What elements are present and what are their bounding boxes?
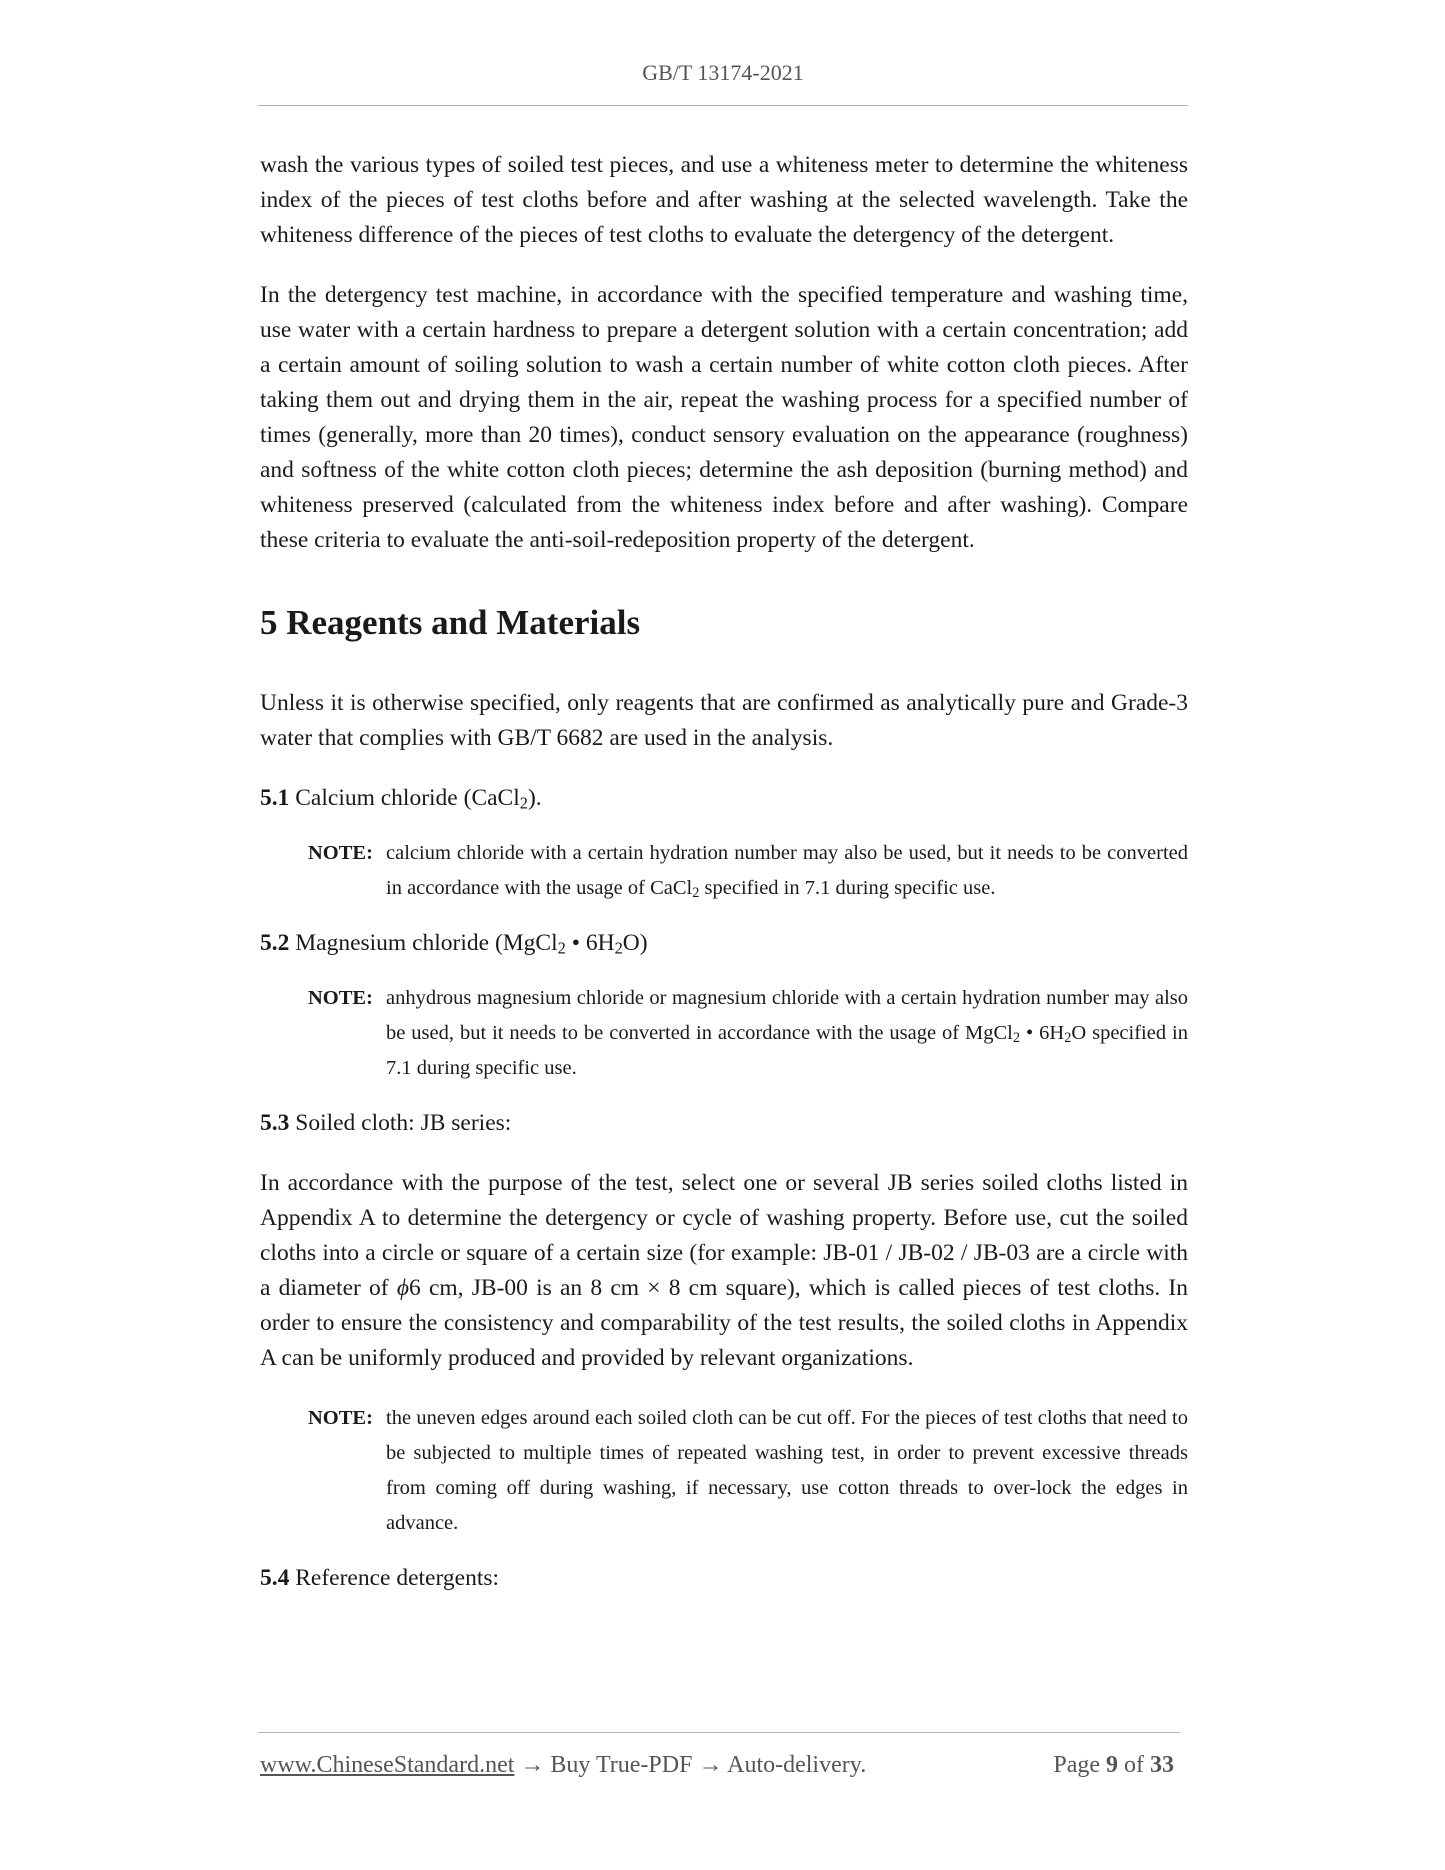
note-label: NOTE: (308, 987, 373, 1009)
clause-number: 5.3 (260, 1110, 290, 1136)
page-counter: Page 9 of 33 (1053, 1752, 1174, 1778)
page-header: GB/T 13174-2021 (642, 60, 804, 85)
footer-promo: www.ChineseStandard.net → Buy True-PDF → Auto-delivery. (260, 1752, 867, 1778)
current-page: 9 (1106, 1752, 1118, 1778)
site-link[interactable]: www.ChineseStandard.net (260, 1752, 515, 1778)
note-label: NOTE: (308, 1407, 373, 1429)
page-body (260, 148, 1188, 1596)
paragraph-washing-evaluation: wash the various types of soiled test pieces, and use a whiteness meter to determine the whiteness index of the pieces of test cloths before and after washing at the selected wavelength. Take the whiteness difference of the pieces of test cloths to evaluate the detergency of the detergent. (260, 152, 1188, 248)
clause-number: 5.2 (260, 930, 290, 956)
phi-symbol: ϕ (396, 1275, 410, 1301)
clause-5-1: 5.1 Calcium chloride (CaCl$_2$). (260, 785, 542, 813)
clause-5-3: 5.3 Soiled cloth: JB series: (260, 1110, 512, 1136)
section-intro: Unless it is otherwise specified, only reagents that are confirmed as analytically pure and Grade-3 water that complies with GB/T 6682 are used in the analysis. (260, 690, 1188, 751)
header-divider (258, 105, 1188, 106)
paragraph-redeposition-test: In the detergency test machine, in accordance with the specified temperature and washing time, use water with a certain hardness to prepare a detergent solution with a certain concentration; add a certain amount of soiling solution to wash a certain number of white cotton cloth pieces. After taking them out and drying them in the air, repeat the washing process for a specified number of times (generally, more than 20 times), conduct sensory evaluation on the appearance (roughness) and softness of the white cotton cloth pieces; determine the ash deposition (burning method) and whiteness preserved (calculated from the whiteness index before and after washing). Compare these criteria to evaluate the anti-soil-redeposition property of the detergent. (260, 282, 1188, 553)
clause-number: 5.4 (260, 1565, 290, 1591)
note-soiled-cloth-edges: NOTE: the uneven edges around each soiled cloth can be cut off. For the pieces of test cloths that need to be subjected to multiple times of repeated washing test, in order to prevent excessive threads from coming off during washing, if necessary, use cotton threads to over-lock the edges in advance. (308, 1401, 1188, 1541)
clause-5-4: 5.4 Reference detergents: (260, 1565, 500, 1591)
note-magnesium-chloride: NOTE: anhydrous magnesium chloride or magnesium chloride with a certain hydration number may also be used, but it needs to be converted in accordance with the usage of MgCl$_2$ • $6H_2O$ specified in 7.1 during specific use. (308, 981, 1188, 1086)
section-heading: 5 Reagents and Materials (260, 603, 641, 642)
clause-5-2: 5.2 Magnesium chloride (MgCl$_2$ • $6H_2O$) (260, 930, 648, 958)
note-label: NOTE: (308, 842, 373, 864)
clause-number: 5.1 (260, 785, 290, 811)
footer-divider (258, 1732, 1180, 1733)
total-pages: 33 (1150, 1752, 1174, 1778)
note-calcium-chloride: NOTE: calcium chloride with a certain hydration number may also be used, but it needs to be converted in accordance with the usage of CaCl$_2$ specified in 7.1 during specific use. (308, 836, 1188, 906)
paragraph-soiled-cloth: In accordance with the purpose of the test, select one or several JB series soiled cloths listed in Appendix A to determine the detergency or cycle of washing property. Before use, cut the soiled cloths into a circle or square of a certain size (for example: JB-01 / JB-02 / JB-03 are a circle with a diameter of ϕ6 cm, JB-00 is an 8 cm × 8 cm square), which is called pieces of test cloths. In order to ensure the consistency and comparability of the test results, the soiled cloths in Appendix A can be uniformly produced and provided by relevant organizations. (260, 1170, 1188, 1371)
